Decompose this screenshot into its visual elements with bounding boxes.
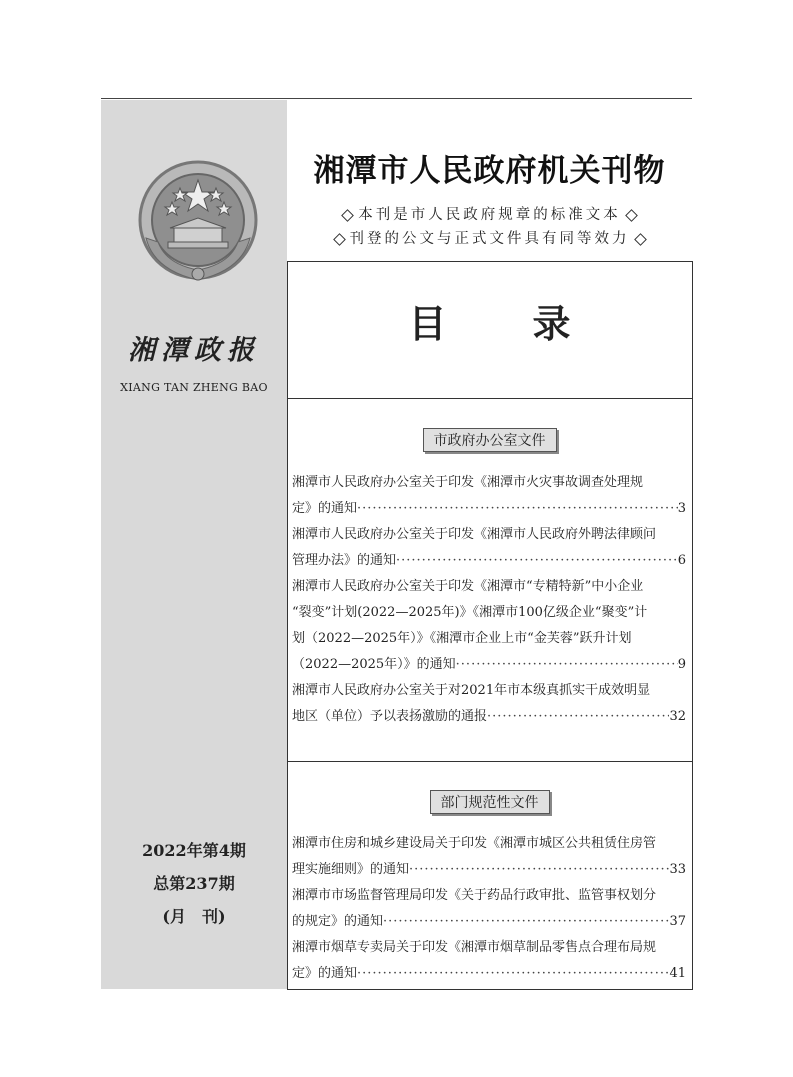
entry-line: 湘潭市市场监督管理局印发《关于药品行政审批、监管事权划分 — [292, 888, 657, 903]
entry-line: 湘潭市人民政府办公室关于对2021年市本级真抓实干成效明显 — [292, 683, 651, 698]
section-label-text: 市政府办公室文件 — [423, 428, 557, 452]
toc-entry — [292, 522, 686, 574]
leader-dots — [383, 909, 669, 935]
leader-dots — [396, 548, 678, 574]
leader-dots — [409, 857, 669, 883]
page-number: 37 — [669, 914, 686, 929]
top-rule — [101, 98, 692, 99]
entry-line: （2022—2025年）》的通知 — [292, 657, 456, 672]
page-number: 9 — [677, 657, 686, 672]
subtitle-line-2 — [287, 227, 692, 248]
entry-last-line — [292, 548, 686, 574]
page-number: 33 — [669, 862, 686, 877]
entry-line: 湘潭市人民政府办公室关于印发《湘潭市人民政府外聘法律顾问 — [292, 527, 657, 542]
entry-line: 湘潭市人民政府办公室关于印发《湘潭市火灾事故调查处理规 — [292, 475, 644, 490]
entry-last-line — [292, 704, 686, 730]
page-number: 32 — [669, 709, 686, 724]
entry-line: 湘潭市住房和城乡建设局关于印发《湘潭市城区公共租赁住房管 — [292, 836, 657, 851]
entry-last-line — [292, 857, 686, 883]
toc-entry — [292, 935, 686, 987]
entry-last-line — [292, 496, 686, 522]
subtitle-line-1 — [287, 203, 692, 224]
entry-line: 定》的通知 — [292, 966, 358, 981]
section-label-text: 部门规范性文件 — [430, 790, 550, 814]
national-emblem-icon — [134, 158, 262, 286]
diamond-bullet-icon — [333, 233, 346, 246]
toc-entry — [292, 574, 686, 678]
toc-entry — [292, 678, 686, 730]
entry-line: 地区（单位）予以表扬激励的通报 — [292, 709, 488, 724]
entry-last-line — [292, 652, 686, 678]
masthead-pinyin: XIANG TAN ZHENG BAO — [120, 381, 268, 394]
toc-heading: 目 录 — [408, 301, 595, 346]
toc-entry — [292, 831, 686, 883]
diamond-bullet-icon — [625, 209, 638, 222]
entry-line: 划（2022—2025年）》《湘潭市企业上市“金芙蓉”跃升计划 — [292, 631, 632, 646]
diamond-bullet-icon — [341, 209, 354, 222]
page-title: 湘潭市人民政府机关刊物 — [313, 153, 666, 189]
sidebar — [101, 100, 287, 989]
entry-line: 的规定》的通知 — [292, 914, 384, 929]
subtitle-text-1: 本刊是市人民政府规章的标准文本 — [358, 207, 621, 223]
diamond-bullet-icon — [634, 233, 647, 246]
leader-dots — [456, 652, 678, 678]
leader-dots — [357, 496, 678, 522]
entry-line: 理实施细则》的通知 — [292, 862, 410, 877]
subtitle-text-2: 刊登的公文与正式文件具有同等效力 — [349, 231, 630, 247]
page-number: 41 — [669, 966, 686, 981]
section-label-2 — [287, 790, 692, 814]
page-number: 6 — [677, 553, 686, 568]
entry-line: 湘潭市烟草专卖局关于印发《湘潭市烟草制品零售点合理布局规 — [292, 940, 657, 955]
entry-line: 定》的通知 — [292, 501, 358, 516]
issue-number: 2022年第4期 — [142, 841, 246, 860]
entry-last-line — [292, 961, 686, 987]
publication-frequency: (月 刊) — [162, 907, 226, 926]
entry-line: “裂变”计划(2022—2025年)》《湘潭市100亿级企业“聚变”计 — [292, 605, 648, 620]
entry-line: 湘潭市人民政府办公室关于印发《湘潭市“专精特新”中小企业 — [292, 579, 644, 594]
leader-dots — [357, 961, 669, 987]
entry-last-line — [292, 909, 686, 935]
leader-dots — [487, 704, 669, 730]
page-number: 3 — [677, 501, 686, 516]
section-label-1 — [287, 428, 692, 452]
total-issue-number: 总第237期 — [153, 874, 235, 893]
toc-entry — [292, 883, 686, 935]
toc-entry — [292, 470, 686, 522]
entry-line: 管理办法》的通知 — [292, 553, 397, 568]
masthead-title: 湘潭政报 — [128, 335, 260, 366]
